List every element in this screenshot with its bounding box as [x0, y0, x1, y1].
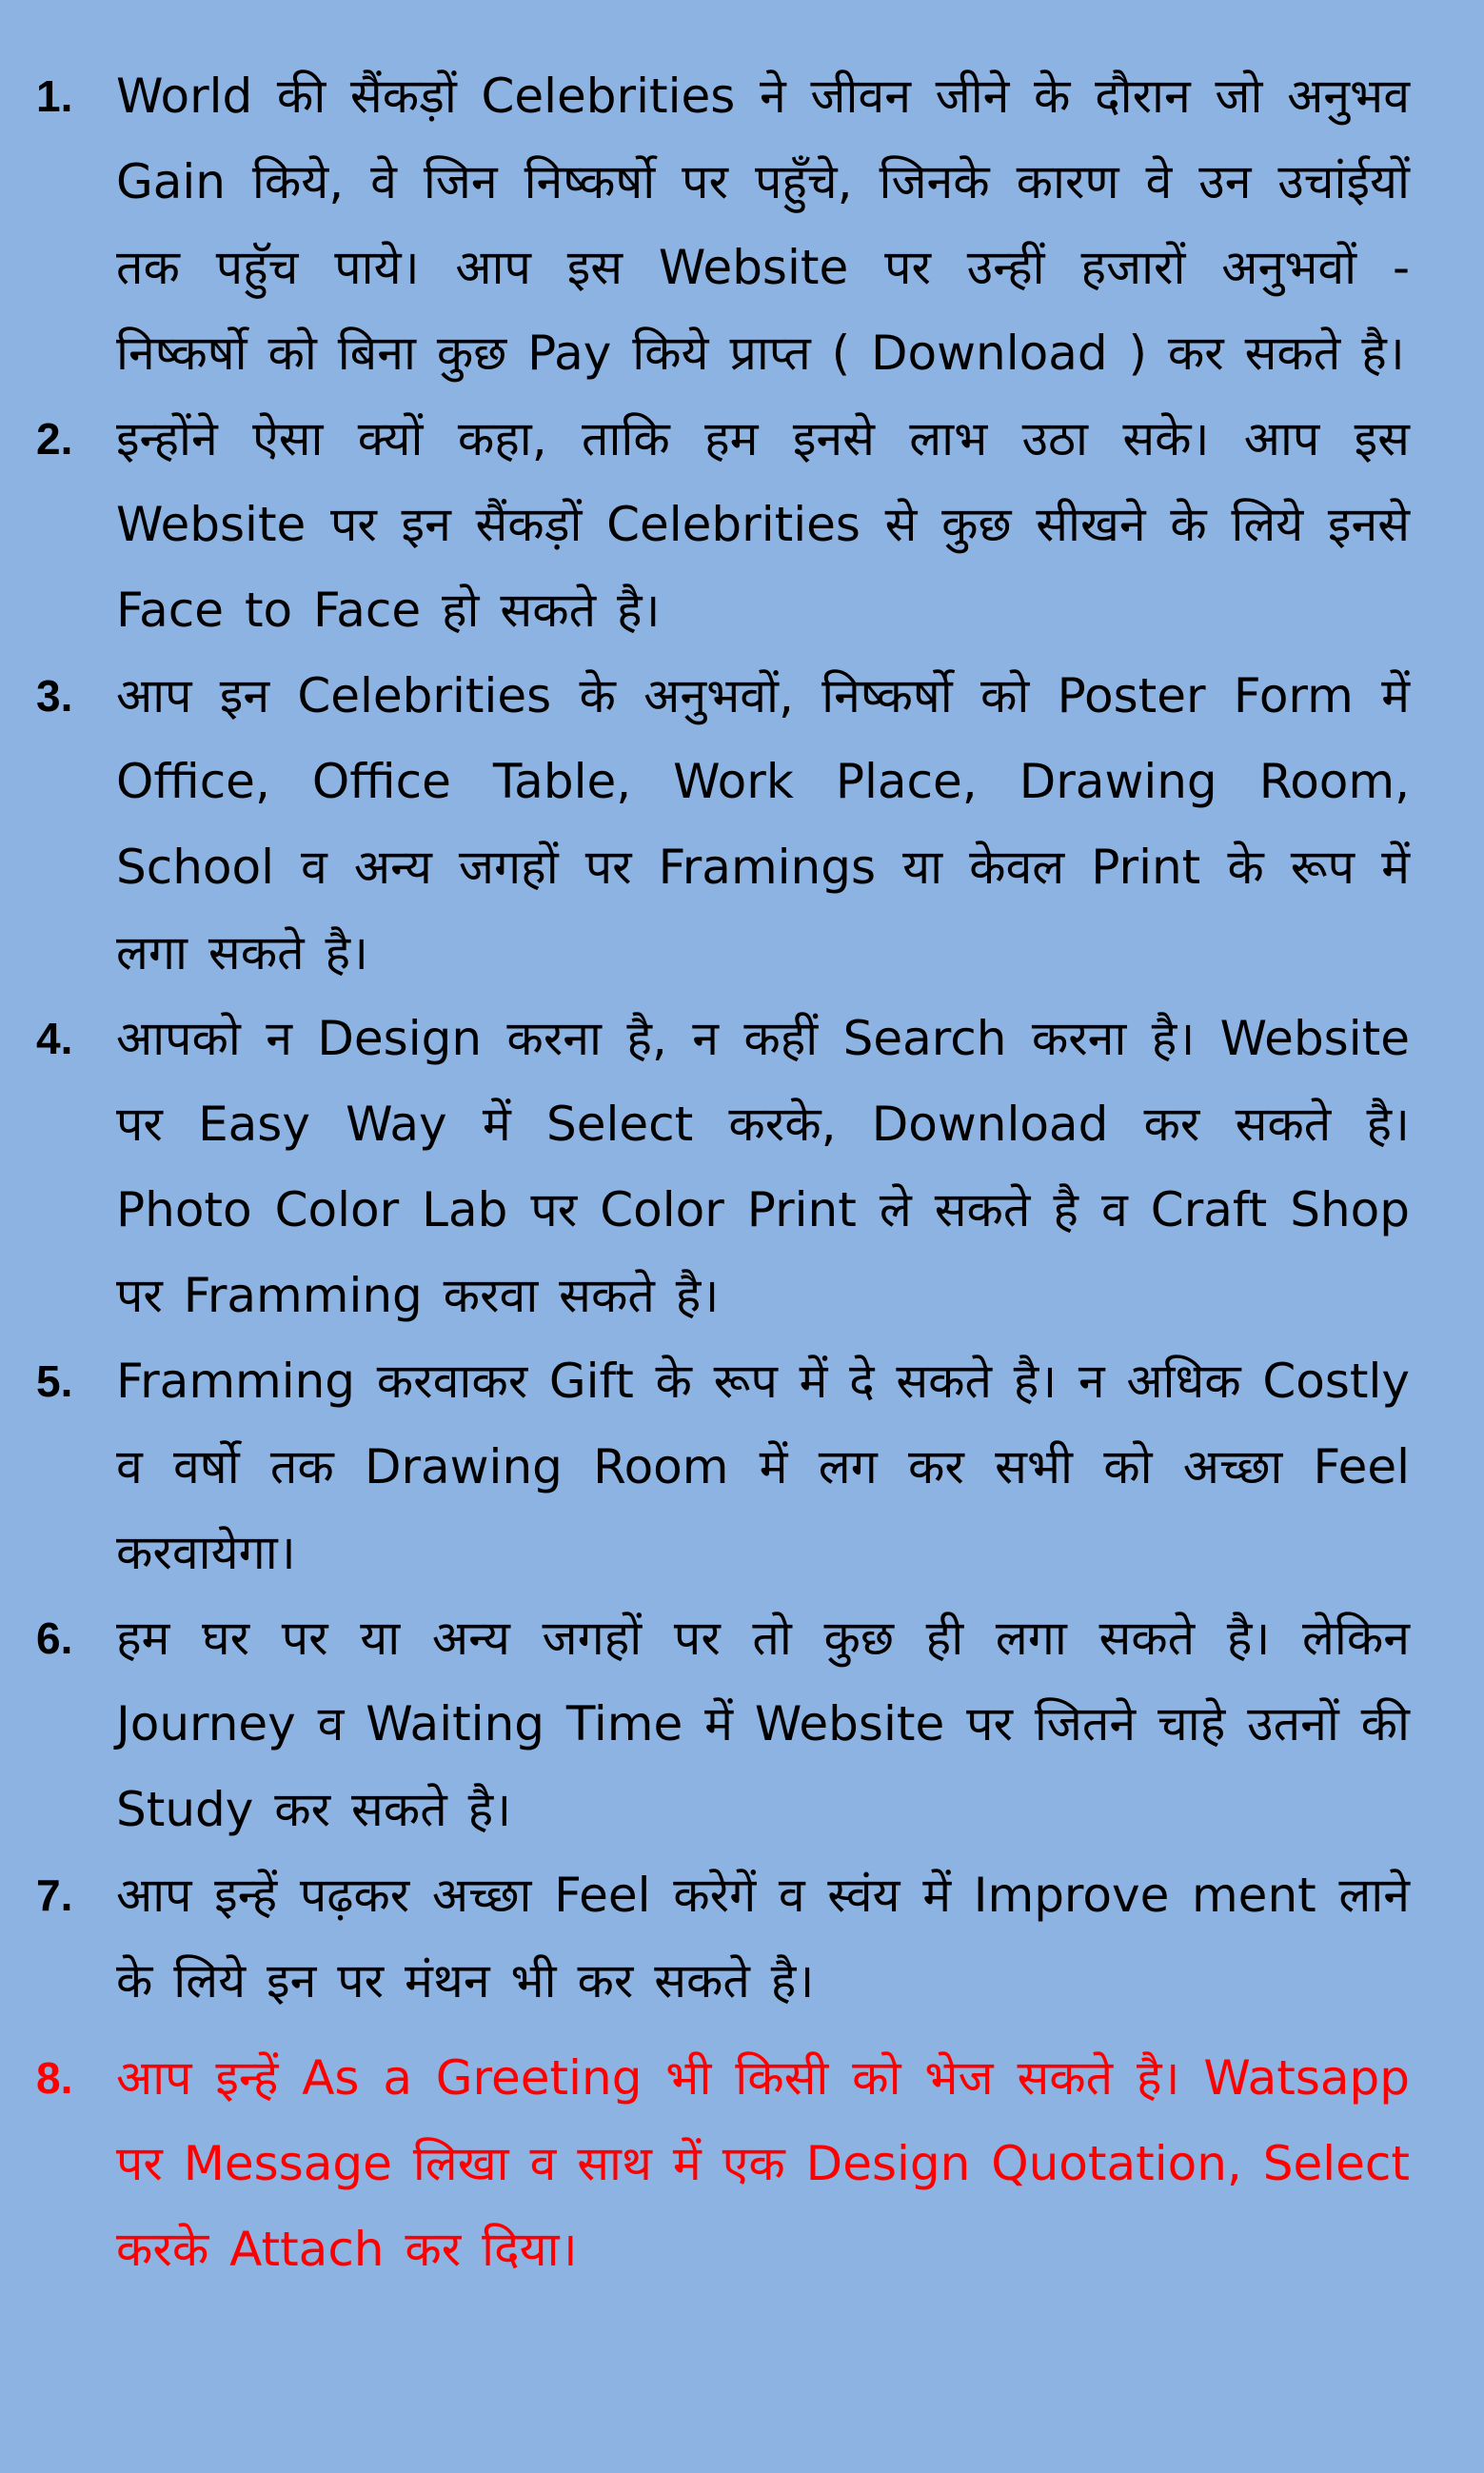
list-item-number: 6. [36, 1613, 73, 1663]
numbered-list [36, 53, 1410, 2292]
list-item-text: Framming करवाकर Gift के रूप में दे सकते है। न अधिक Costly व वर्षो तक Drawing Room में लग कर सभी को अच्छा Feel करवायेगा। [116, 1354, 1410, 1580]
list-item-text: आपको न Design करना है, न कहीं Search करना है। Website पर Easy Way में Select करके, Download कर सकते है। Photo Color Lab पर Color Print ले सकते है व Craft Shop पर Framming करवा सकते है। [116, 1011, 1410, 1323]
list-item-number: 2. [36, 414, 73, 464]
list-item-number: 4. [36, 1014, 73, 1063]
list-item-8-highlighted [36, 2035, 1410, 2292]
list-item-text: इन्होंने ऐसा क्यों कहा, ताकि हम इनसे लाभ उठा सके। आप इस Website पर इन सैंकड़ों Celebrities से कुछ सीखने के लिये इनसे Face to Face हो सकते है। [116, 411, 1410, 638]
list-item-6 [36, 1595, 1410, 1852]
list-item-3 [36, 653, 1410, 996]
list-item-7 [36, 1852, 1410, 2024]
list-item-text: आप इन्हें As a Greeting भी किसी को भेज सकते है। Watsapp पर Message लिखा व साथ में एक Design Quotation, Select करके Attach कर दिया। [116, 2050, 1410, 2277]
list-item-text: आप इन Celebrities के अनुभवों, निष्कर्षो को Poster Form में Office, Office Table, Work Place, Drawing Room, School व अन्य जगहों पर Framings या केवल Print के रूप में लगा सकते है। [116, 668, 1410, 980]
list-item-text: World की सैंकड़ों Celebrities ने जीवन जीने के दौरान जो अनुभव Gain किये, वे जिन निष्कर्षो पर पहुँचे, जिनके कारण वे उन उचांईयों तक पहुॅच पाये। आप इस Website पर उन्हीं हजारों अनुभवों - निष्कर्षो को बिना कुछ Pay किये प्राप्त ( Download ) कर सकते है। [116, 69, 1410, 381]
list-item-2 [36, 396, 1410, 653]
list-item-4 [36, 996, 1410, 1338]
list-item-1 [36, 53, 1410, 396]
list-item-number: 3. [36, 671, 73, 721]
list-item-number: 1. [36, 71, 73, 121]
list-item-number: 8. [36, 2053, 73, 2103]
list-item-number: 7. [36, 1870, 73, 1920]
list-item-text: हम घर पर या अन्य जगहों पर तो कुछ ही लगा सकते है। लेकिन Journey व Waiting Time में Website पर जितने चाहे उतनों की Study कर सकते है। [116, 1611, 1410, 1837]
list-item-number: 5. [36, 1356, 73, 1406]
list-item-text: आप इन्हें पढ़कर अच्छा Feel करेगें व स्वंय में Improve ment लाने के लिये इन पर मंथन भी कर सकते है। [116, 1868, 1410, 2008]
list-item-5 [36, 1338, 1410, 1595]
